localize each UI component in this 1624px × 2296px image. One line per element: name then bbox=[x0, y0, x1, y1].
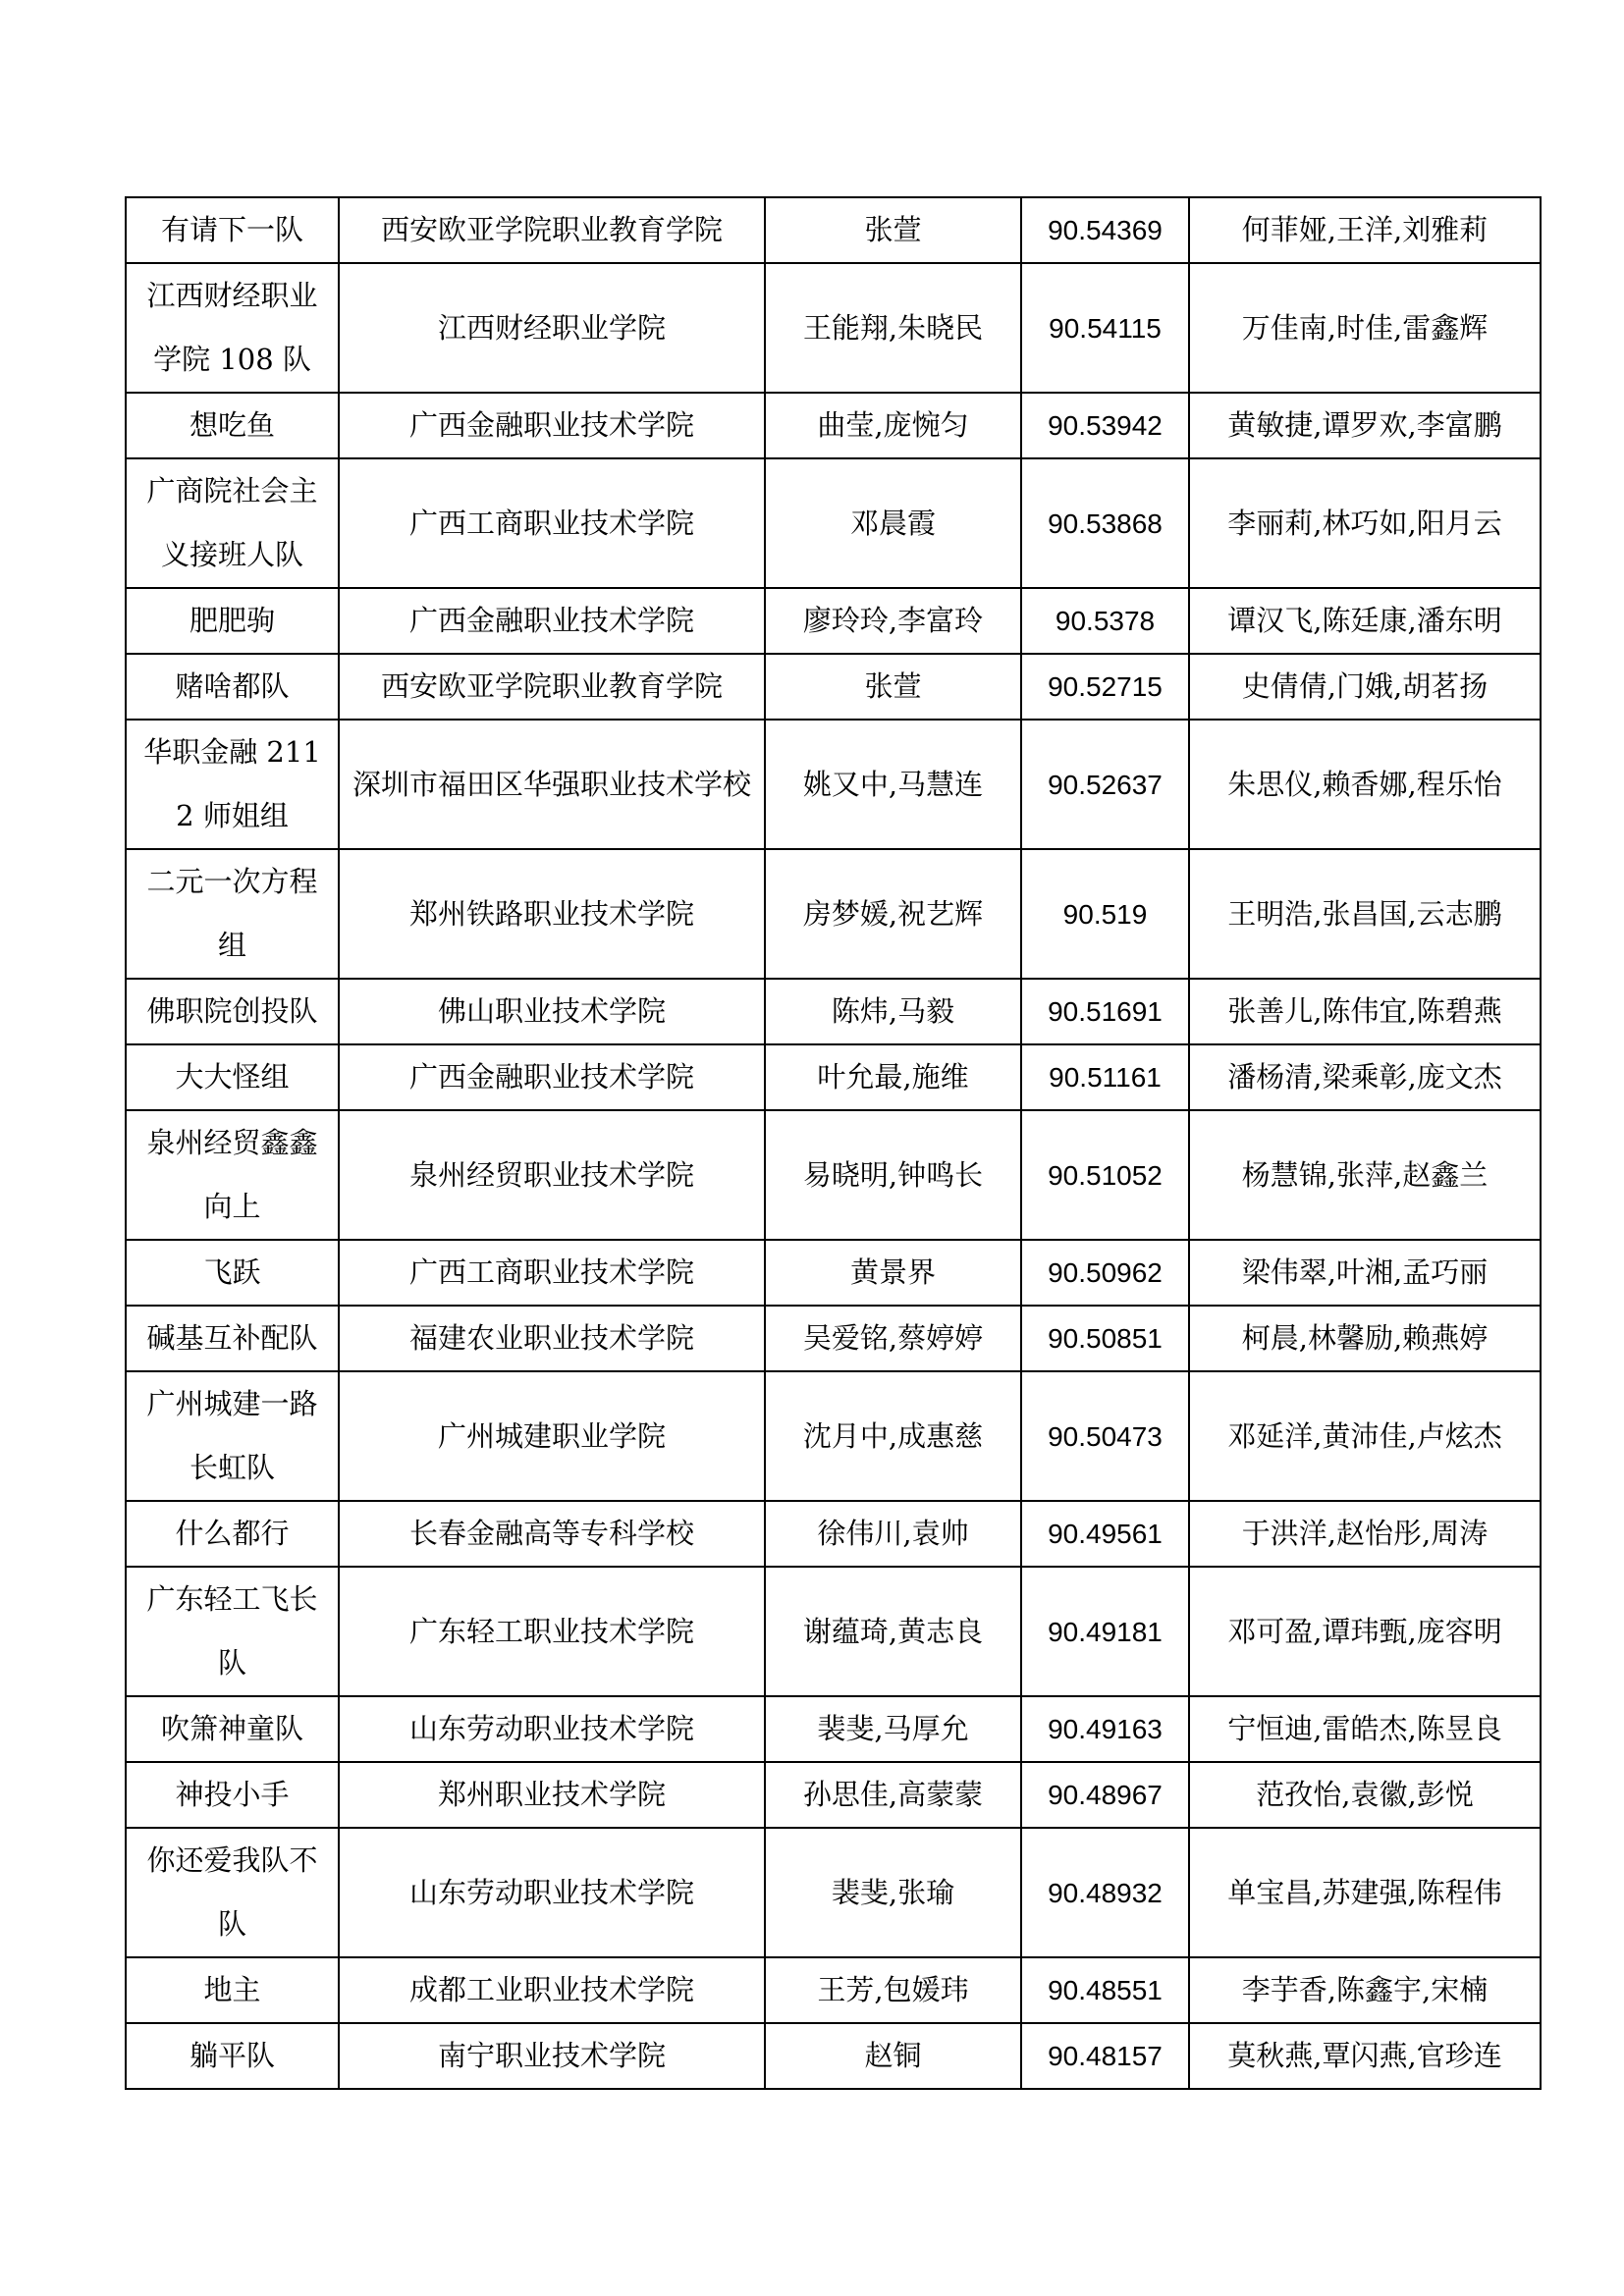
team-name-cell: 神投小手 bbox=[126, 1762, 339, 1828]
members-cell: 邓延洋,黄沛佳,卢炫杰 bbox=[1189, 1371, 1541, 1501]
advisor-cell: 陈炜,马毅 bbox=[765, 979, 1021, 1044]
members-cell: 谭汉飞,陈廷康,潘东明 bbox=[1189, 588, 1541, 654]
score-cell: 90.50851 bbox=[1021, 1306, 1189, 1371]
members-cell: 宁恒迪,雷皓杰,陈昱良 bbox=[1189, 1696, 1541, 1762]
table-row bbox=[126, 1501, 1541, 1567]
members-cell: 李丽莉,林巧如,阳月云 bbox=[1189, 458, 1541, 588]
team-name-cell: 飞跃 bbox=[126, 1240, 339, 1306]
school-cell: 广西工商职业技术学院 bbox=[339, 1240, 765, 1306]
score-cell: 90.52637 bbox=[1021, 720, 1189, 849]
team-name-cell: 有请下一队 bbox=[126, 197, 339, 263]
team-name-cell: 赌啥都队 bbox=[126, 654, 339, 720]
team-name-cell: 你还爱我队不队 bbox=[126, 1828, 339, 1957]
members-cell: 李芋香,陈鑫宇,宋楠 bbox=[1189, 1957, 1541, 2023]
members-cell: 何菲娅,王洋,刘雅莉 bbox=[1189, 197, 1541, 263]
score-cell: 90.49163 bbox=[1021, 1696, 1189, 1762]
table-row bbox=[126, 588, 1541, 654]
table-row bbox=[126, 393, 1541, 458]
table-row bbox=[126, 458, 1541, 588]
table-row bbox=[126, 720, 1541, 849]
members-cell: 邓可盈,谭玮甄,庞容明 bbox=[1189, 1567, 1541, 1696]
advisor-cell: 谢蕴琦,黄志良 bbox=[765, 1567, 1021, 1696]
members-cell: 范孜怡,袁徽,彭悦 bbox=[1189, 1762, 1541, 1828]
advisor-cell: 张萱 bbox=[765, 197, 1021, 263]
advisor-cell: 黄景界 bbox=[765, 1240, 1021, 1306]
school-cell: 长春金融高等专科学校 bbox=[339, 1501, 765, 1567]
team-name-cell: 华职金融 2112 师姐组 bbox=[126, 720, 339, 849]
score-cell: 90.5378 bbox=[1021, 588, 1189, 654]
school-cell: 佛山职业技术学院 bbox=[339, 979, 765, 1044]
score-cell: 90.54115 bbox=[1021, 263, 1189, 393]
members-cell: 史倩倩,门娥,胡茗扬 bbox=[1189, 654, 1541, 720]
team-name-cell: 广州城建一路长虹队 bbox=[126, 1371, 339, 1501]
table-row bbox=[126, 263, 1541, 393]
members-cell: 柯晨,林馨励,赖燕婷 bbox=[1189, 1306, 1541, 1371]
school-cell: 成都工业职业技术学院 bbox=[339, 1957, 765, 2023]
school-cell: 山东劳动职业技术学院 bbox=[339, 1696, 765, 1762]
table-row bbox=[126, 1957, 1541, 2023]
table-row bbox=[126, 1044, 1541, 1110]
advisor-cell: 王芳,包媛玮 bbox=[765, 1957, 1021, 2023]
score-cell: 90.48157 bbox=[1021, 2023, 1189, 2089]
advisor-cell: 徐伟川,袁帅 bbox=[765, 1501, 1021, 1567]
members-cell: 莫秋燕,覃闪燕,官珍连 bbox=[1189, 2023, 1541, 2089]
advisor-cell: 裴斐,马厚允 bbox=[765, 1696, 1021, 1762]
table-row bbox=[126, 849, 1541, 979]
school-cell: 郑州铁路职业技术学院 bbox=[339, 849, 765, 979]
advisor-cell: 王能翔,朱晓民 bbox=[765, 263, 1021, 393]
table-row bbox=[126, 1306, 1541, 1371]
team-name-cell: 大大怪组 bbox=[126, 1044, 339, 1110]
score-cell: 90.50473 bbox=[1021, 1371, 1189, 1501]
table-row bbox=[126, 1828, 1541, 1957]
team-name-cell: 二元一次方程组 bbox=[126, 849, 339, 979]
members-cell: 单宝昌,苏建强,陈程伟 bbox=[1189, 1828, 1541, 1957]
score-cell: 90.51691 bbox=[1021, 979, 1189, 1044]
advisor-cell: 易晓明,钟鸣长 bbox=[765, 1110, 1021, 1240]
results-table bbox=[125, 196, 1542, 2090]
table-row bbox=[126, 1696, 1541, 1762]
table-row bbox=[126, 2023, 1541, 2089]
school-cell: 西安欧亚学院职业教育学院 bbox=[339, 654, 765, 720]
advisor-cell: 张萱 bbox=[765, 654, 1021, 720]
score-cell: 90.49561 bbox=[1021, 1501, 1189, 1567]
school-cell: 广州城建职业学院 bbox=[339, 1371, 765, 1501]
score-cell: 90.53942 bbox=[1021, 393, 1189, 458]
members-cell: 王明浩,张昌国,云志鹏 bbox=[1189, 849, 1541, 979]
table-row bbox=[126, 197, 1541, 263]
team-name-cell: 吹箫神童队 bbox=[126, 1696, 339, 1762]
school-cell: 广西金融职业技术学院 bbox=[339, 588, 765, 654]
score-cell: 90.519 bbox=[1021, 849, 1189, 979]
team-name-cell: 躺平队 bbox=[126, 2023, 339, 2089]
members-cell: 梁伟翠,叶湘,孟巧丽 bbox=[1189, 1240, 1541, 1306]
advisor-cell: 姚又中,马慧连 bbox=[765, 720, 1021, 849]
advisor-cell: 曲莹,庞惋匀 bbox=[765, 393, 1021, 458]
members-cell: 朱思仪,赖香娜,程乐怡 bbox=[1189, 720, 1541, 849]
members-cell: 杨慧锦,张萍,赵鑫兰 bbox=[1189, 1110, 1541, 1240]
advisor-cell: 邓晨霞 bbox=[765, 458, 1021, 588]
school-cell: 广东轻工职业技术学院 bbox=[339, 1567, 765, 1696]
table-row bbox=[126, 1762, 1541, 1828]
school-cell: 广西金融职业技术学院 bbox=[339, 1044, 765, 1110]
advisor-cell: 裴斐,张瑜 bbox=[765, 1828, 1021, 1957]
team-name-cell: 江西财经职业学院 108 队 bbox=[126, 263, 339, 393]
advisor-cell: 孙思佳,高蒙蒙 bbox=[765, 1762, 1021, 1828]
team-name-cell: 广商院社会主义接班人队 bbox=[126, 458, 339, 588]
team-name-cell: 地主 bbox=[126, 1957, 339, 2023]
advisor-cell: 沈月中,成惠慈 bbox=[765, 1371, 1021, 1501]
team-name-cell: 广东轻工飞长队 bbox=[126, 1567, 339, 1696]
team-name-cell: 佛职院创投队 bbox=[126, 979, 339, 1044]
team-name-cell: 想吃鱼 bbox=[126, 393, 339, 458]
score-cell: 90.54369 bbox=[1021, 197, 1189, 263]
members-cell: 张善儿,陈伟宜,陈碧燕 bbox=[1189, 979, 1541, 1044]
table-row bbox=[126, 979, 1541, 1044]
score-cell: 90.48932 bbox=[1021, 1828, 1189, 1957]
school-cell: 深圳市福田区华强职业技术学校 bbox=[339, 720, 765, 849]
score-cell: 90.50962 bbox=[1021, 1240, 1189, 1306]
team-name-cell: 肥肥驹 bbox=[126, 588, 339, 654]
advisor-cell: 叶允最,施维 bbox=[765, 1044, 1021, 1110]
table-row bbox=[126, 1371, 1541, 1501]
score-cell: 90.48551 bbox=[1021, 1957, 1189, 2023]
school-cell: 郑州职业技术学院 bbox=[339, 1762, 765, 1828]
table-row bbox=[126, 1240, 1541, 1306]
members-cell: 潘杨清,梁乘彰,庞文杰 bbox=[1189, 1044, 1541, 1110]
members-cell: 黄敏捷,谭罗欢,李富鹏 bbox=[1189, 393, 1541, 458]
school-cell: 泉州经贸职业技术学院 bbox=[339, 1110, 765, 1240]
table-row bbox=[126, 1110, 1541, 1240]
school-cell: 山东劳动职业技术学院 bbox=[339, 1828, 765, 1957]
school-cell: 南宁职业技术学院 bbox=[339, 2023, 765, 2089]
team-name-cell: 什么都行 bbox=[126, 1501, 339, 1567]
advisor-cell: 房梦媛,祝艺辉 bbox=[765, 849, 1021, 979]
advisor-cell: 廖玲玲,李富玲 bbox=[765, 588, 1021, 654]
school-cell: 福建农业职业技术学院 bbox=[339, 1306, 765, 1371]
members-cell: 万佳南,时佳,雷鑫辉 bbox=[1189, 263, 1541, 393]
school-cell: 江西财经职业学院 bbox=[339, 263, 765, 393]
team-name-cell: 泉州经贸鑫鑫向上 bbox=[126, 1110, 339, 1240]
table-row bbox=[126, 1567, 1541, 1696]
members-cell: 于洪洋,赵怡彤,周涛 bbox=[1189, 1501, 1541, 1567]
team-name-cell: 碱基互补配队 bbox=[126, 1306, 339, 1371]
score-cell: 90.48967 bbox=[1021, 1762, 1189, 1828]
table-row bbox=[126, 654, 1541, 720]
score-cell: 90.51161 bbox=[1021, 1044, 1189, 1110]
score-cell: 90.51052 bbox=[1021, 1110, 1189, 1240]
school-cell: 广西工商职业技术学院 bbox=[339, 458, 765, 588]
advisor-cell: 吴爱铭,蔡婷婷 bbox=[765, 1306, 1021, 1371]
score-cell: 90.49181 bbox=[1021, 1567, 1189, 1696]
advisor-cell: 赵铜 bbox=[765, 2023, 1021, 2089]
score-cell: 90.53868 bbox=[1021, 458, 1189, 588]
school-cell: 西安欧亚学院职业教育学院 bbox=[339, 197, 765, 263]
school-cell: 广西金融职业技术学院 bbox=[339, 393, 765, 458]
score-cell: 90.52715 bbox=[1021, 654, 1189, 720]
